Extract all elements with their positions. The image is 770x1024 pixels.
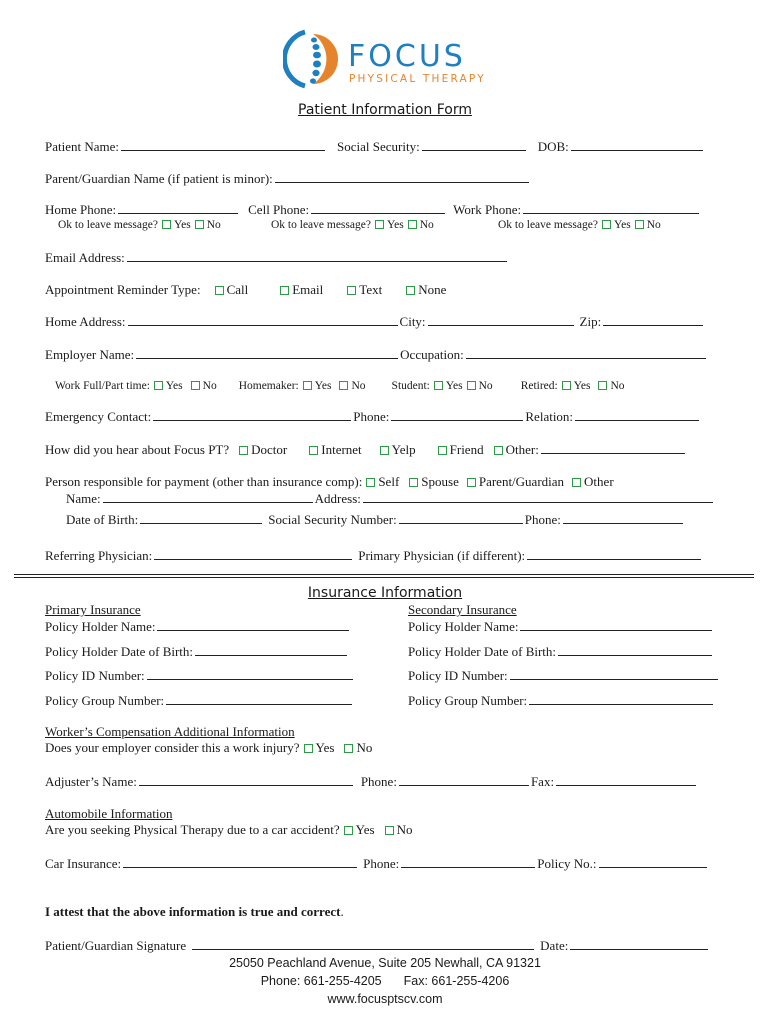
patient-row	[45, 138, 705, 155]
primary-group-field[interactable]	[166, 692, 352, 705]
ssn-label: Social Security:	[337, 139, 420, 154]
primary-group-label: Policy Group Number:	[45, 693, 165, 708]
emergency-row	[45, 408, 701, 425]
secondary-holder-row	[408, 618, 714, 635]
signature-date-label: Date:	[540, 938, 569, 953]
secondary-holder-dob-label: Policy Holder Date of Birth:	[408, 644, 557, 659]
cell-msg-row	[271, 217, 434, 233]
secondary-insurance-heading: Secondary Insurance	[408, 602, 517, 617]
attest-row	[45, 904, 344, 920]
payment-other-checkbox[interactable]	[572, 478, 581, 487]
work-msg-yes-checkbox[interactable]	[602, 220, 611, 229]
car-accident-no-checkbox[interactable]	[385, 826, 394, 835]
work-injury-yes-label: Yes	[315, 740, 335, 755]
retired-no-label: No	[610, 380, 625, 392]
work-yes-checkbox[interactable]	[154, 381, 163, 390]
work-ok-msg-label: Ok to leave message?	[498, 219, 598, 231]
relation-field[interactable]	[575, 408, 699, 421]
section-divider-bottom	[14, 577, 754, 578]
adjuster-phone-field[interactable]	[399, 773, 529, 786]
work-phone-label: Work Phone:	[453, 202, 522, 217]
footer-website[interactable]: www.focusptscv.com	[327, 992, 443, 1006]
secondary-holder-dob-field[interactable]	[558, 643, 712, 656]
work-phone-field[interactable]	[523, 201, 699, 214]
retired-label: Retired:	[520, 380, 558, 392]
city-field[interactable]	[428, 313, 574, 326]
reminder-email-label: Email	[292, 282, 324, 297]
dob-field[interactable]	[571, 138, 703, 151]
referral-other-label: Other:	[505, 442, 539, 457]
car-phone-label: Phone:	[363, 856, 400, 871]
work-no-checkbox[interactable]	[191, 381, 200, 390]
secondary-id-label: Policy ID Number:	[408, 668, 508, 683]
occupation-label: Occupation:	[400, 347, 464, 362]
secondary-id-field[interactable]	[510, 667, 718, 680]
payer-phone-field[interactable]	[563, 511, 683, 524]
payer-ssn-label: Social Security Number:	[268, 512, 397, 527]
student-yes-label: Yes	[445, 380, 463, 392]
payer-phone-label: Phone:	[524, 512, 561, 527]
primary-physician-field[interactable]	[527, 547, 701, 560]
primary-group-row	[45, 692, 354, 709]
car-accident-yes-label: Yes	[355, 822, 375, 837]
home-phone-field[interactable]	[118, 201, 238, 214]
guardian-field[interactable]	[275, 170, 529, 183]
secondary-id-row	[408, 667, 720, 684]
email-row	[45, 249, 509, 266]
address-row	[45, 313, 705, 330]
homemaker-yes-label: Yes	[314, 380, 332, 392]
physician-row	[45, 547, 703, 564]
auto-heading: Automobile Information	[45, 806, 173, 821]
referral-other-checkbox[interactable]	[494, 446, 503, 455]
reminder-none-label: None	[418, 282, 447, 297]
payment-dob-row	[66, 511, 685, 528]
patient-name-label: Patient Name:	[45, 139, 120, 154]
car-insurance-field[interactable]	[123, 855, 357, 868]
logo-blue-arc-icon	[284, 32, 305, 86]
work-msg-yes-label: Yes	[613, 219, 631, 231]
work-msg-no-checkbox[interactable]	[635, 220, 644, 229]
reminder-label: Appointment Reminder Type:	[45, 282, 201, 297]
status-row	[55, 378, 625, 394]
work-yes-label: Yes	[165, 380, 183, 392]
emergency-label: Emergency Contact:	[45, 409, 152, 424]
signature-row	[45, 937, 710, 954]
payer-name-field[interactable]	[103, 490, 313, 503]
referral-row	[45, 441, 687, 458]
home-msg-yes-label: Yes	[173, 219, 191, 231]
payer-dob-label: Date of Birth:	[66, 512, 139, 527]
cell-msg-no-checkbox[interactable]	[408, 220, 417, 229]
adjuster-fax-label: Fax:	[530, 774, 555, 789]
guardian-row	[45, 170, 531, 187]
primary-physician-label: Primary Physician (if different):	[358, 548, 526, 563]
primary-id-label: Policy ID Number:	[45, 668, 145, 683]
referral-friend-checkbox[interactable]	[438, 446, 447, 455]
home-msg-row	[58, 217, 221, 233]
payment-self-checkbox[interactable]	[366, 478, 375, 487]
payment-spouse-checkbox[interactable]	[409, 478, 418, 487]
logo-spine-icon	[310, 38, 321, 84]
primary-holder-label: Policy Holder Name:	[45, 619, 156, 634]
primary-id-field[interactable]	[147, 667, 353, 680]
secondary-holder-field[interactable]	[520, 618, 712, 631]
payer-address-field[interactable]	[363, 490, 713, 503]
work-time-label: Work Full/Part time:	[55, 380, 150, 392]
svg-text:FOCUS: FOCUS	[348, 39, 466, 74]
relation-label: Relation:	[525, 409, 574, 424]
referring-physician-label: Referring Physician:	[45, 548, 153, 563]
workers-comp-heading: Worker’s Compensation Additional Information	[45, 724, 295, 739]
secondary-holder-label: Policy Holder Name:	[408, 619, 519, 634]
footer-fax: Fax: 661-255-4206	[403, 974, 510, 988]
footer-address: 25050 Peachland Avenue, Suite 205 Newhall, CA 91321	[229, 956, 541, 970]
emergency-phone-field[interactable]	[391, 408, 523, 421]
payment-self-label: Self	[378, 474, 400, 489]
work-no-label: No	[202, 380, 217, 392]
car-phone-field[interactable]	[401, 855, 535, 868]
referral-friend-label: Friend	[449, 442, 484, 457]
dob-label: DOB:	[537, 139, 569, 154]
car-accident-no-label: No	[396, 822, 413, 837]
primary-holder-row	[45, 618, 351, 635]
cell-phone-label: Cell Phone:	[248, 202, 310, 217]
student-no-checkbox[interactable]	[467, 381, 476, 390]
reminder-email-checkbox[interactable]	[280, 286, 289, 295]
work-injury-no-checkbox[interactable]	[344, 744, 353, 753]
email-field[interactable]	[127, 249, 507, 262]
primary-holder-dob-label: Policy Holder Date of Birth:	[45, 644, 194, 659]
referral-internet-checkbox[interactable]	[309, 446, 318, 455]
signature-label: Patient/Guardian Signature	[45, 938, 187, 953]
email-label: Email Address:	[45, 250, 125, 265]
attest-period: .	[340, 904, 344, 919]
payer-address-label: Address:	[314, 491, 361, 506]
primary-holder-dob-field[interactable]	[195, 643, 347, 656]
ssn-field[interactable]	[422, 138, 526, 151]
section-divider-top	[14, 574, 754, 575]
student-yes-checkbox[interactable]	[434, 381, 443, 390]
reminder-call-label: Call	[226, 282, 249, 297]
payment-guardian-checkbox[interactable]	[467, 478, 476, 487]
adjuster-label: Adjuster’s Name:	[45, 774, 137, 789]
policy-no-field[interactable]	[599, 855, 707, 868]
reminder-text-checkbox[interactable]	[347, 286, 356, 295]
referring-physician-field[interactable]	[154, 547, 352, 560]
home-ok-msg-label: Ok to leave message?	[58, 219, 158, 231]
focus-logo	[283, 26, 493, 92]
payer-dob-field[interactable]	[140, 511, 262, 524]
homemaker-no-label: No	[351, 380, 366, 392]
auto-question-row	[45, 822, 412, 838]
workers-comp-question-row	[45, 740, 372, 756]
primary-holder-field[interactable]	[157, 618, 349, 631]
primary-insurance-heading: Primary Insurance	[45, 602, 141, 617]
referral-internet-label: Internet	[321, 442, 362, 457]
home-phone-label: Home Phone:	[45, 202, 117, 217]
form-title: Patient Information Form	[298, 102, 472, 118]
payment-row	[45, 474, 614, 490]
homemaker-yes-checkbox[interactable]	[303, 381, 312, 390]
logo-orange-arc-icon	[313, 34, 338, 84]
employer-row	[45, 346, 708, 363]
car-accident-yes-checkbox[interactable]	[344, 826, 353, 835]
secondary-holder-dob-row	[408, 643, 714, 660]
patient-name-field[interactable]	[121, 138, 325, 151]
guardian-label: Parent/Guardian Name (if patient is minor):	[45, 171, 273, 186]
retired-no-checkbox[interactable]	[598, 381, 607, 390]
referral-yelp-label: Yelp	[391, 442, 416, 457]
reminder-none-checkbox[interactable]	[406, 286, 415, 295]
cell-msg-no-label: No	[419, 219, 434, 231]
adjuster-field[interactable]	[139, 773, 353, 786]
payer-ssn-field[interactable]	[399, 511, 523, 524]
cell-msg-yes-label: Yes	[386, 219, 404, 231]
adjuster-fax-field[interactable]	[556, 773, 696, 786]
work-injury-yes-checkbox[interactable]	[304, 744, 313, 753]
home-msg-no-label: No	[206, 219, 221, 231]
footer-phone: Phone: 661-255-4205	[260, 974, 382, 988]
home-msg-yes-checkbox[interactable]	[162, 220, 171, 229]
payment-label: Person responsible for payment (other than insurance comp):	[45, 474, 363, 489]
referral-doctor-checkbox[interactable]	[239, 446, 248, 455]
secondary-group-label: Policy Group Number:	[408, 693, 528, 708]
payment-guardian-label: Parent/Guardian	[478, 474, 565, 489]
work-msg-no-label: No	[646, 219, 661, 231]
payment-name-row	[66, 490, 715, 507]
homemaker-no-checkbox[interactable]	[339, 381, 348, 390]
employer-label: Employer Name:	[45, 347, 135, 362]
zip-label: Zip:	[579, 314, 602, 329]
car-accident-question: Are you seeking Physical Therapy due to a car accident?	[45, 822, 340, 837]
zip-field[interactable]	[603, 313, 703, 326]
secondary-group-field[interactable]	[529, 692, 713, 705]
signature-field[interactable]	[192, 937, 534, 950]
work-injury-no-label: No	[356, 740, 373, 755]
city-label: City:	[399, 314, 426, 329]
emergency-field[interactable]	[153, 408, 351, 421]
adjuster-phone-label: Phone:	[360, 774, 397, 789]
secondary-group-row	[408, 692, 715, 709]
footer-contact	[0, 972, 770, 990]
cell-phone-field[interactable]	[311, 201, 445, 214]
svg-text:PHYSICAL THERAPY: PHYSICAL THERAPY	[349, 73, 486, 85]
home-msg-no-checkbox[interactable]	[195, 220, 204, 229]
student-no-label: No	[478, 380, 493, 392]
primary-holder-dob-row	[45, 643, 349, 660]
signature-date-field[interactable]	[570, 937, 708, 950]
primary-id-row	[45, 667, 355, 684]
cell-msg-yes-checkbox[interactable]	[375, 220, 384, 229]
home-address-field[interactable]	[128, 313, 398, 326]
occupation-field[interactable]	[466, 346, 706, 359]
attest-statement: I attest that the above information is true and correct	[45, 904, 341, 919]
student-label: Student:	[391, 380, 430, 392]
home-address-label: Home Address:	[45, 314, 126, 329]
reminder-call-checkbox[interactable]	[215, 286, 224, 295]
employer-field[interactable]	[136, 346, 398, 359]
payer-name-label: Name:	[66, 491, 101, 506]
cell-ok-msg-label: Ok to leave message?	[271, 219, 371, 231]
referral-label: How did you hear about Focus PT?	[45, 442, 230, 457]
reminder-row	[45, 282, 446, 298]
policy-no-label: Policy No.:	[537, 856, 597, 871]
payment-other-label: Other	[584, 474, 614, 489]
referral-doctor-label: Doctor	[251, 442, 288, 457]
homemaker-label: Homemaker:	[238, 380, 299, 392]
phones-row	[45, 201, 701, 218]
insurance-title: Insurance Information	[307, 585, 463, 601]
adjuster-row	[45, 773, 698, 790]
referral-other-field[interactable]	[541, 441, 685, 454]
emergency-phone-label: Phone:	[353, 409, 390, 424]
work-msg-row	[498, 217, 661, 233]
work-injury-question: Does your employer consider this a work injury?	[45, 740, 300, 755]
payment-spouse-label: Spouse	[421, 474, 459, 489]
referral-yelp-checkbox[interactable]	[380, 446, 389, 455]
retired-yes-checkbox[interactable]	[562, 381, 571, 390]
car-insurance-label: Car Insurance:	[45, 856, 122, 871]
reminder-text-label: Text	[359, 282, 383, 297]
retired-yes-label: Yes	[573, 380, 591, 392]
car-insurance-row	[45, 855, 709, 872]
